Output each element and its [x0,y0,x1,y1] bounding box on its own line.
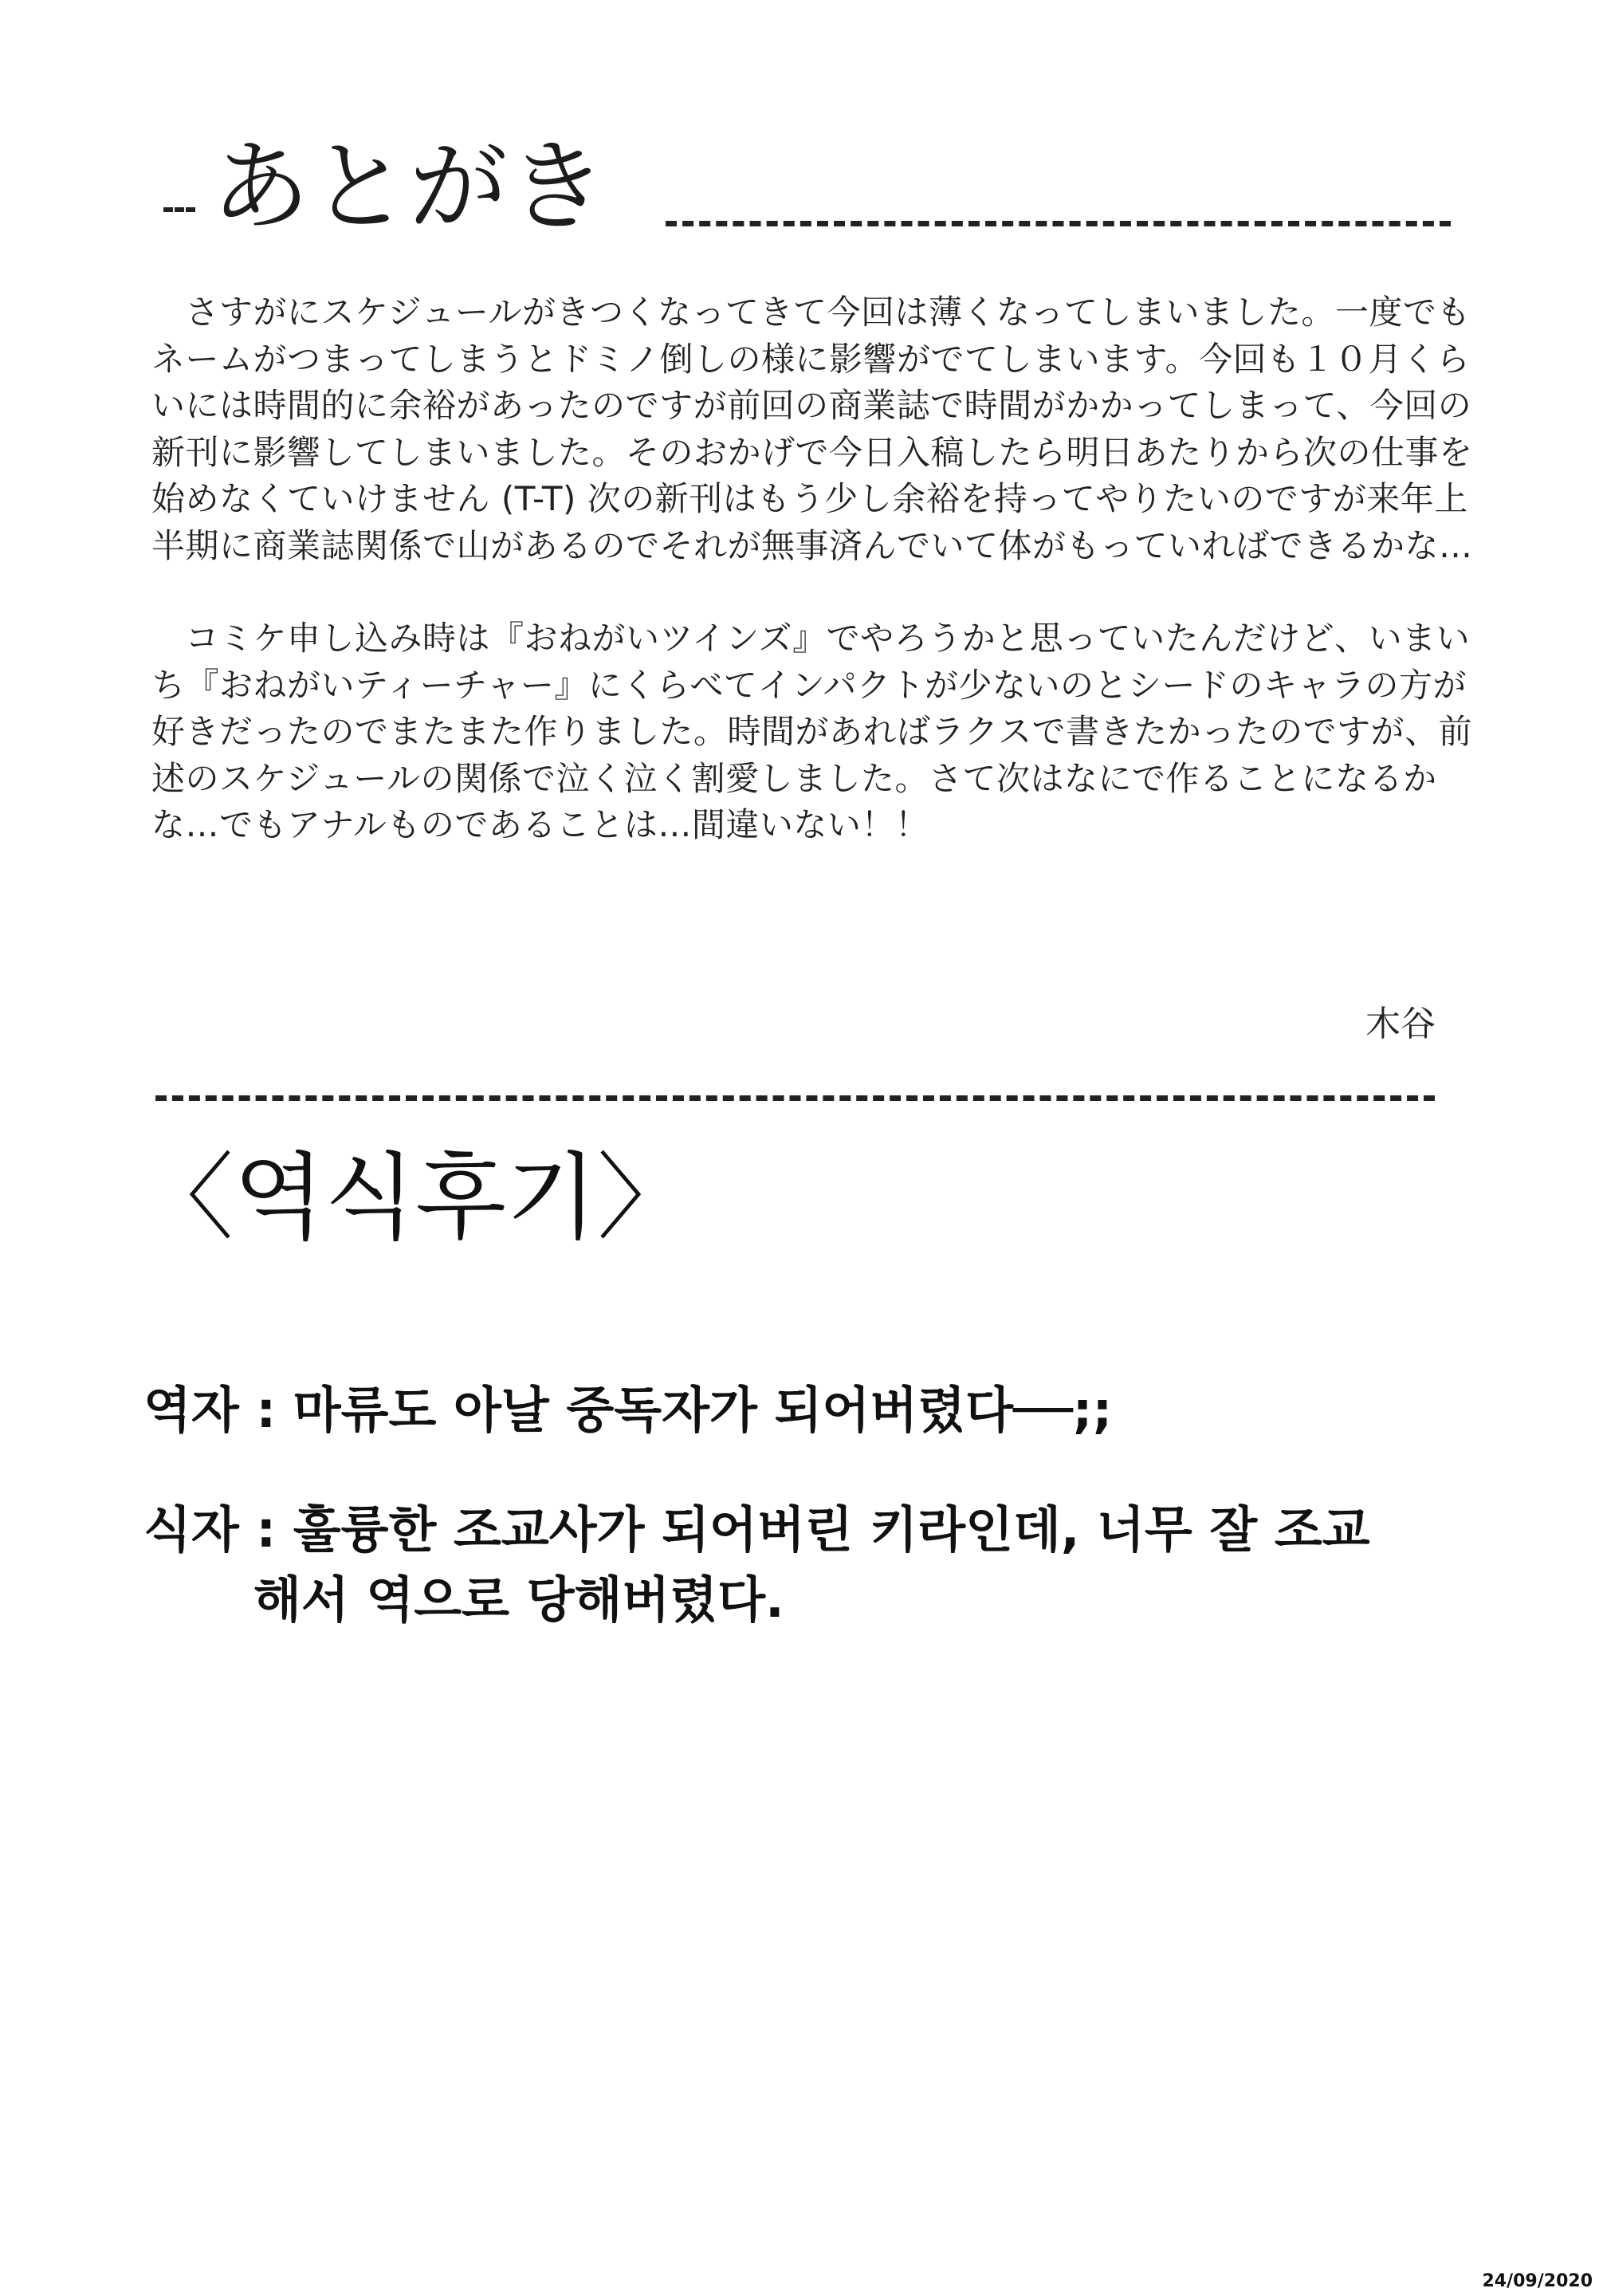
afterword-title: あとがき [211,130,607,245]
afterword-paragraph: コミケ申し込み時は『おねがいツインズ』でやろうかと思っていたんだけど、いまいち『おねがいティーチャー』にくらべてインパクトが少ないのとシードのキャラの方が好きだったのでまたまた作りました。時間があればラクスで書きたかったのですが、前述のスケジュールの関係で泣く泣く割愛しました。さて次はなにで作ることになるかな…でもアナルものであることは…間違いない！！ [151,619,1473,844]
afterword-title-row [163,132,1455,243]
afterword-body [151,289,1475,849]
afterword-paragraph: さすがにスケジュールがきつくなってきて今回は薄くなってしまいました。一度でもネームがつまってしまうとドミノ倒しの様に影響がでてしまいます。今回も１０月くらいには時間的に余裕があったのですが前回の商業誌で時間がかかってしまって、今回の新刊に影響してしまいました。そのおかげで今日入稿したら明日あたりから次の仕事を始めなくていけません (T-T) 次の新刊はもう少し余裕を持ってやりたいのですが来年上半期に商業誌関係で山があるのでそれが無事済んでいて体がもっていればできるかな… [151,293,1473,565]
typesetter-note-continuation: 해서 역으로 당해버렸다. [253,1571,784,1629]
translator-notes [143,1375,1467,1635]
section-divider [155,1095,1435,1101]
author-signature: 木谷 [1365,1004,1436,1044]
typesetter-note [143,1495,1467,1635]
typesetter-note-text: 식자 : 훌륭한 조교사가 되어버린 키라인데, 너무 잘 조교 [143,1500,1370,1559]
title-lead-dash [163,207,195,212]
date-stamp: 24/09/2020 [1482,2271,1593,2291]
translator-note-text: 역자 : 마류도 아날 중독자가 되어버렸다──;; [143,1381,1113,1439]
translator-notes-title: 〈역식후기〉 [139,1142,691,1252]
title-dashed-rule [666,221,1451,226]
translator-note [143,1375,1467,1445]
